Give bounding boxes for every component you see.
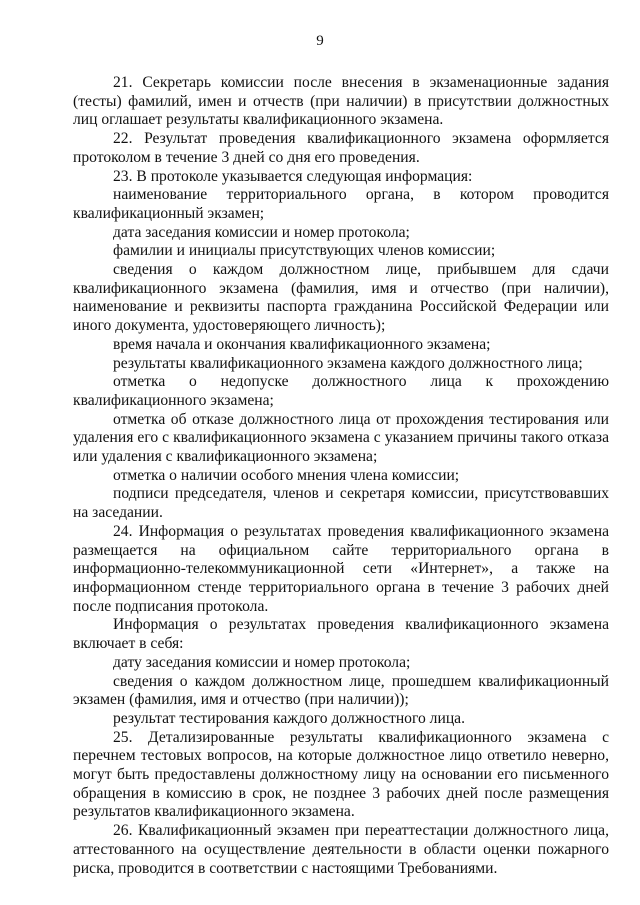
paragraph-24: 24. Информация о результатах проведения квалификационного экзамена размещается на официальном сайте территориального органа в информационно-телекоммуникационной сети «Интернет», а также на информационном стенде территориального органа в течение 3 рабочих дней после подписания протокола. bbox=[73, 522, 609, 615]
list-item: сведения о каждом должностном лице, прибывшем для сдачи квалификационного экзамена (фамилия, имя и отчество (при наличии), наименование и реквизиты паспорта гражданина Российской Федерации или иного документа, удостоверяющего личность); bbox=[73, 261, 609, 335]
document-body bbox=[73, 74, 609, 878]
page-number: 9 bbox=[316, 33, 324, 49]
list-item: время начала и окончания квалификационного экзамена; bbox=[113, 335, 491, 353]
list-item: дату заседания комиссии и номер протокола; bbox=[113, 653, 411, 671]
list-item: сведения о каждом должностном лице, прошедшем квалификационный экзамен (фамилия, имя и отчество (при наличии)); bbox=[73, 672, 609, 709]
list-item: подписи председателя, членов и секретаря комиссии, присутствовавших на заседании. bbox=[73, 485, 609, 522]
list-item: отметка о недопуске должностного лица к прохождению квалификационного экзамена; bbox=[73, 373, 609, 409]
list-item: фамилии и инициалы присутствующих членов комиссии; bbox=[113, 242, 496, 260]
paragraph-21: 21. Секретарь комиссии после внесения в экзаменационные задания (тесты) фамилий, имен и отчеств (при наличии) в присутствии должностных лиц оглашает результаты квалификационного экзамена. bbox=[73, 74, 609, 129]
paragraph-24-info: Информация о результатах проведения квалификационного экзамена включает в себя: bbox=[73, 616, 609, 653]
paragraph-22: 22. Результат проведения квалификационного экзамена оформляется протоколом в течение 3 дней со дня его проведения. bbox=[73, 130, 609, 166]
list-item: дата заседания комиссии и номер протокола; bbox=[113, 223, 410, 241]
list-item: отметка об отказе должностного лица от прохождения тестирования или удаления его с квалификационного экзамена с указанием причины такого отказа или удаления с квалификационного экзамена; bbox=[73, 410, 609, 466]
paragraph-23: 23. В протоколе указывается следующая информация: bbox=[113, 167, 473, 185]
list-item: результат тестирования каждого должностного лица. bbox=[113, 709, 465, 727]
paragraph-26: 26. Квалификационный экзамен при переаттестации должностного лица, аттестованного на осуществление деятельности в области оценки пожарного риска, проводится в соответствии с настоящими Требованиями. bbox=[73, 822, 609, 877]
list-item: отметка о наличии особого мнения члена комиссии; bbox=[113, 466, 460, 484]
list-item: наименование территориального органа, в котором проводится квалификационный экзамен; bbox=[73, 186, 609, 222]
list-item: результаты квалификационного экзамена каждого должностного лица; bbox=[113, 354, 583, 372]
paragraph-25: 25. Детализированные результаты квалификационного экзамена с перечнем тестовых вопросов, на которые должностное лицо ответило неверно, могут быть предоставлены должностному лицу на основании его письменного обращения в комиссию в срок, не позднее 3 рабочих дней после размещения результатов квалификационного экзамена. bbox=[73, 728, 609, 821]
